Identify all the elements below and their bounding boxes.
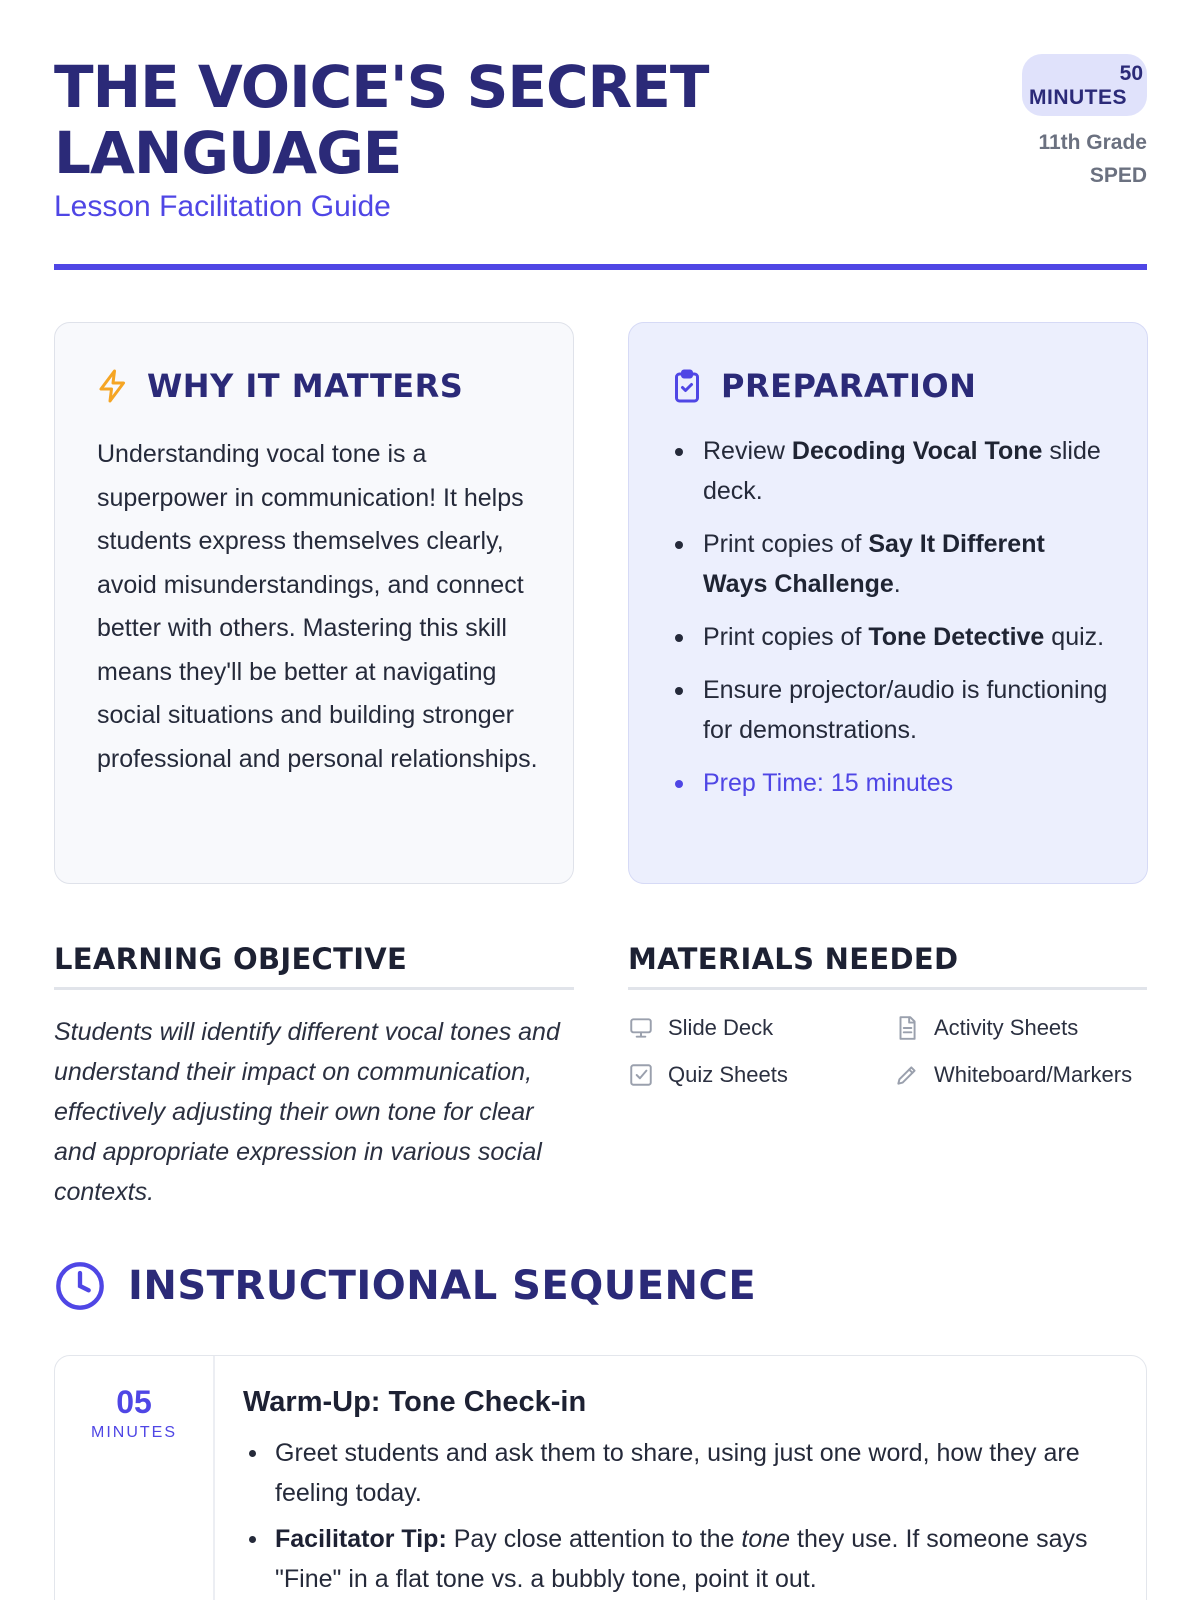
step-content bbox=[243, 1386, 1123, 1600]
materials-list bbox=[628, 1012, 1147, 1090]
step-bullet: Greet students and ask them to share, using just one word, how they are feeling today. bbox=[243, 1433, 1123, 1513]
preparation-card bbox=[628, 322, 1148, 884]
lightning-icon bbox=[95, 368, 131, 404]
page-title: THE VOICE'S SECRET LANGUAGE bbox=[54, 53, 709, 187]
clock-icon bbox=[54, 1260, 106, 1312]
step-minutes-unit: MINUTES bbox=[91, 1424, 177, 1441]
prep-item: Review Decoding Vocal Tone slide deck. bbox=[671, 431, 1111, 511]
material-item: Quiz Sheets bbox=[628, 1059, 894, 1090]
prep-card-header bbox=[669, 367, 976, 405]
why-card-title: WHY IT MATTERS bbox=[147, 367, 464, 405]
facilitator-tip: Facilitator Tip: Pay close attention to the tone they use. If someone says "Fine" in a flat tone vs. a bubbly tone, point it out. bbox=[243, 1519, 1123, 1599]
materials-section bbox=[628, 942, 1147, 1090]
step-duration bbox=[55, 1356, 215, 1600]
checkbox-icon bbox=[628, 1062, 654, 1088]
prep-card-title: PREPARATION bbox=[721, 367, 977, 405]
objective-title: LEARNING OBJECTIVE bbox=[54, 942, 408, 976]
step-minutes: 05 bbox=[116, 1384, 152, 1420]
material-item: Slide Deck bbox=[628, 1012, 894, 1043]
duration-unit: MINUTES bbox=[1029, 86, 1127, 109]
why-card-header bbox=[95, 367, 463, 405]
document-icon bbox=[894, 1015, 920, 1041]
step-title: Warm-Up: Tone Check-in bbox=[243, 1386, 587, 1418]
learning-objective-section bbox=[54, 942, 574, 1212]
clipboard-check-icon bbox=[669, 368, 705, 404]
objective-divider bbox=[54, 987, 574, 990]
prep-item: Ensure projector/audio is functioning for demonstrations. bbox=[671, 670, 1111, 750]
lesson-meta bbox=[947, 54, 1147, 192]
prep-item: Print copies of Say It Different Ways Challenge. bbox=[671, 524, 1111, 604]
page-subtitle: Lesson Facilitation Guide bbox=[54, 190, 391, 223]
why-it-matters-card bbox=[54, 322, 574, 884]
prep-item: Print copies of Tone Detective quiz. bbox=[671, 617, 1111, 657]
materials-title: MATERIALS NEEDED bbox=[628, 942, 959, 976]
materials-divider bbox=[628, 987, 1147, 990]
grade-level: 11th Grade bbox=[1038, 131, 1147, 154]
duration-value: 50 bbox=[1119, 62, 1143, 85]
why-card-text: Understanding vocal tone is a superpower in communication! It helps students express themselves clearly, avoid misunderstandings, and connect better with others. Mastering this skill means they'll be better at navigating social situations and building stronger professional and personal relationships. bbox=[97, 440, 538, 773]
sequence-step-card bbox=[54, 1355, 1147, 1600]
page-header bbox=[54, 54, 1147, 270]
program-label: SPED bbox=[1089, 164, 1147, 187]
monitor-icon bbox=[628, 1015, 654, 1041]
step-list bbox=[243, 1433, 1123, 1599]
material-item: Activity Sheets bbox=[894, 1012, 1147, 1043]
prep-time: Prep Time: 15 minutes bbox=[671, 763, 1111, 803]
grade-label bbox=[947, 126, 1147, 192]
duration-badge bbox=[1022, 54, 1147, 116]
material-item: Whiteboard/Markers bbox=[894, 1059, 1147, 1090]
sequence-title: INSTRUCTIONAL SEQUENCE bbox=[128, 1263, 757, 1309]
prep-list bbox=[671, 431, 1111, 816]
instructional-sequence-header bbox=[54, 1260, 756, 1312]
objective-text: Students will identify different vocal tones and understand their impact on communication, effectively adjusting their own tone for clear and appropriate expression in various social contexts. bbox=[54, 1018, 560, 1206]
marker-icon bbox=[894, 1062, 920, 1088]
